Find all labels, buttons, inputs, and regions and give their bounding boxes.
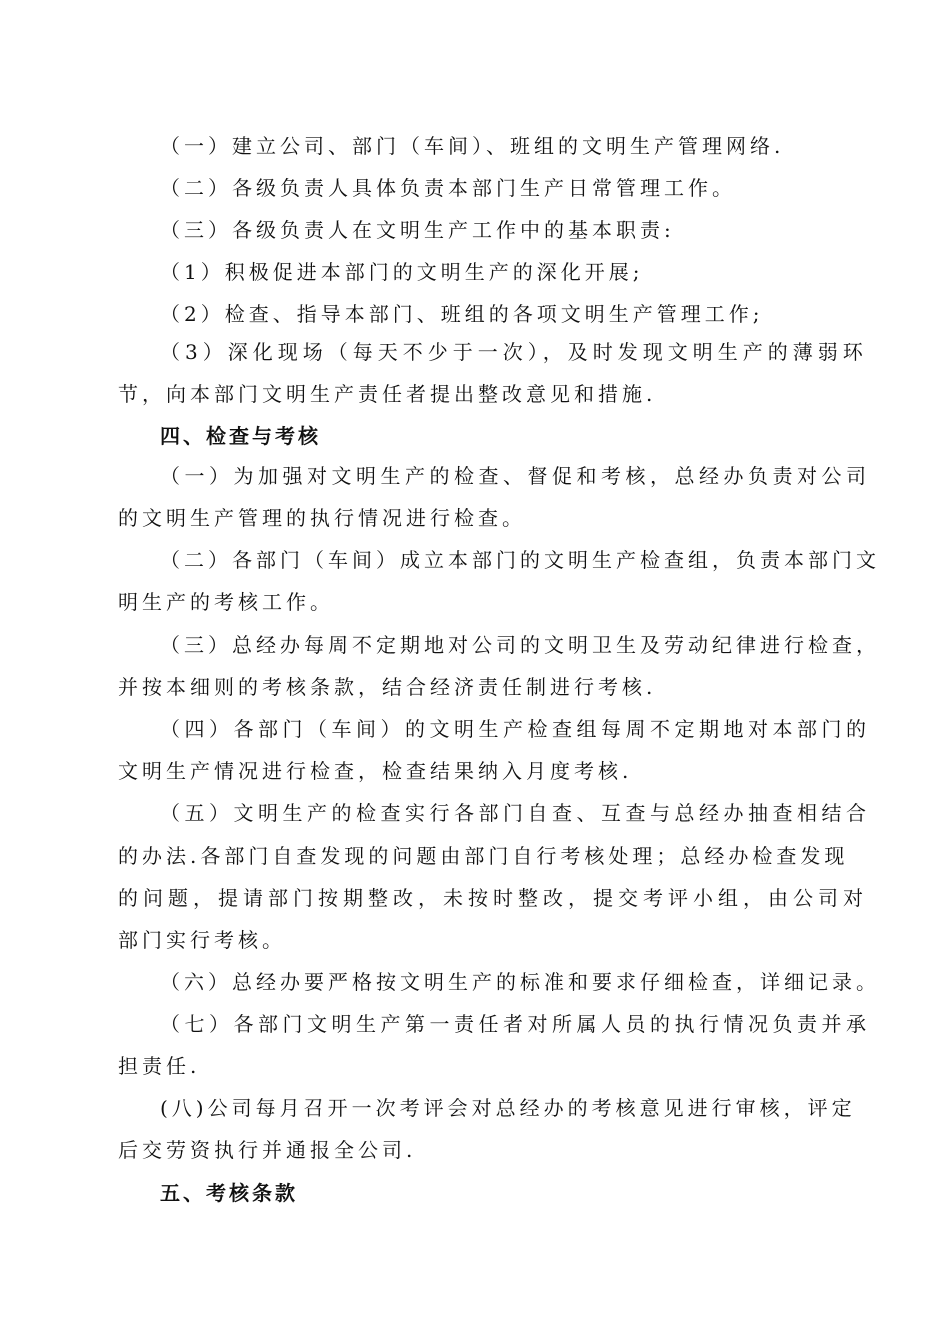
clause-4-6: （六）总经办要严格按文明生产的标准和要求仔细检查，详细记录。 (160, 970, 880, 994)
clause-4-2-cont: 明生产的考核工作。 (118, 590, 334, 614)
clause-3-3: （三）各级负责人在文明生产工作中的基本职责: (160, 218, 675, 242)
duty-item-1: （1）积极促进本部门的文明生产的深化开展; (160, 260, 644, 284)
clause-4-4-cont: 文明生产情况进行检查，检查结果纳入月度考核. (118, 759, 633, 783)
clause-4-5: （五）文明生产的检查实行各部门自查、互查与总经办抽查相结合 (160, 801, 871, 825)
clause-4-8: (八)公司每月召开一次考评会对总经办的考核意见进行审核，评定 (160, 1096, 856, 1120)
clause-4-5-cont-1: 的办法.各部门自查发现的问题由部门自行考核处理；总经办检查发现 (118, 844, 849, 868)
clause-4-5-cont-3: 部门实行考核。 (118, 928, 286, 952)
duty-item-2: （2）检查、指导本部门、班组的各项文明生产管理工作; (160, 302, 764, 326)
clause-4-7-cont: 担责任. (118, 1054, 201, 1078)
clause-4-3-cont: 并按本细则的考核条款，结合经济责任制进行考核. (118, 675, 657, 699)
section-heading-5: 五、考核条款 (160, 1181, 298, 1205)
clause-4-7: （七）各部门文明生产第一责任者对所属人员的执行情况负责并承 (160, 1012, 871, 1036)
clause-4-3: （三）总经办每周不定期地对公司的文明卫生及劳动纪律进行检查， (160, 633, 880, 657)
clause-4-8-cont: 后交劳资执行并通报全公司. (118, 1138, 417, 1162)
clause-4-1: （一）为加强对文明生产的检查、督促和考核，总经办负责对公司 (160, 464, 871, 488)
section-heading-4: 四、检查与考核 (160, 424, 321, 448)
clause-3-2: （二）各级负责人具体负责本部门生产日常管理工作。 (160, 176, 736, 200)
clause-4-2: （二）各部门（车间）成立本部门的文明生产检查组，负责本部门文 (160, 548, 880, 572)
clause-3-1: （一）建立公司、部门（车间）、班组的文明生产管理网络. (160, 134, 785, 158)
duty-item-3: （3）深化现场（每天不少于一次），及时发现文明生产的薄弱环 (160, 340, 868, 364)
clause-4-1-cont: 的文明生产管理的执行情况进行检查。 (118, 506, 526, 530)
clause-4-4: （四）各部门（车间）的文明生产检查组每周不定期地对本部门的 (160, 717, 871, 741)
clause-4-5-cont-2: 的问题，提请部门按期整改，未按时整改，提交考评小组，由公司对 (118, 886, 868, 910)
duty-item-3-cont: 节，向本部门文明生产责任者提出整改意见和措施. (118, 382, 657, 406)
